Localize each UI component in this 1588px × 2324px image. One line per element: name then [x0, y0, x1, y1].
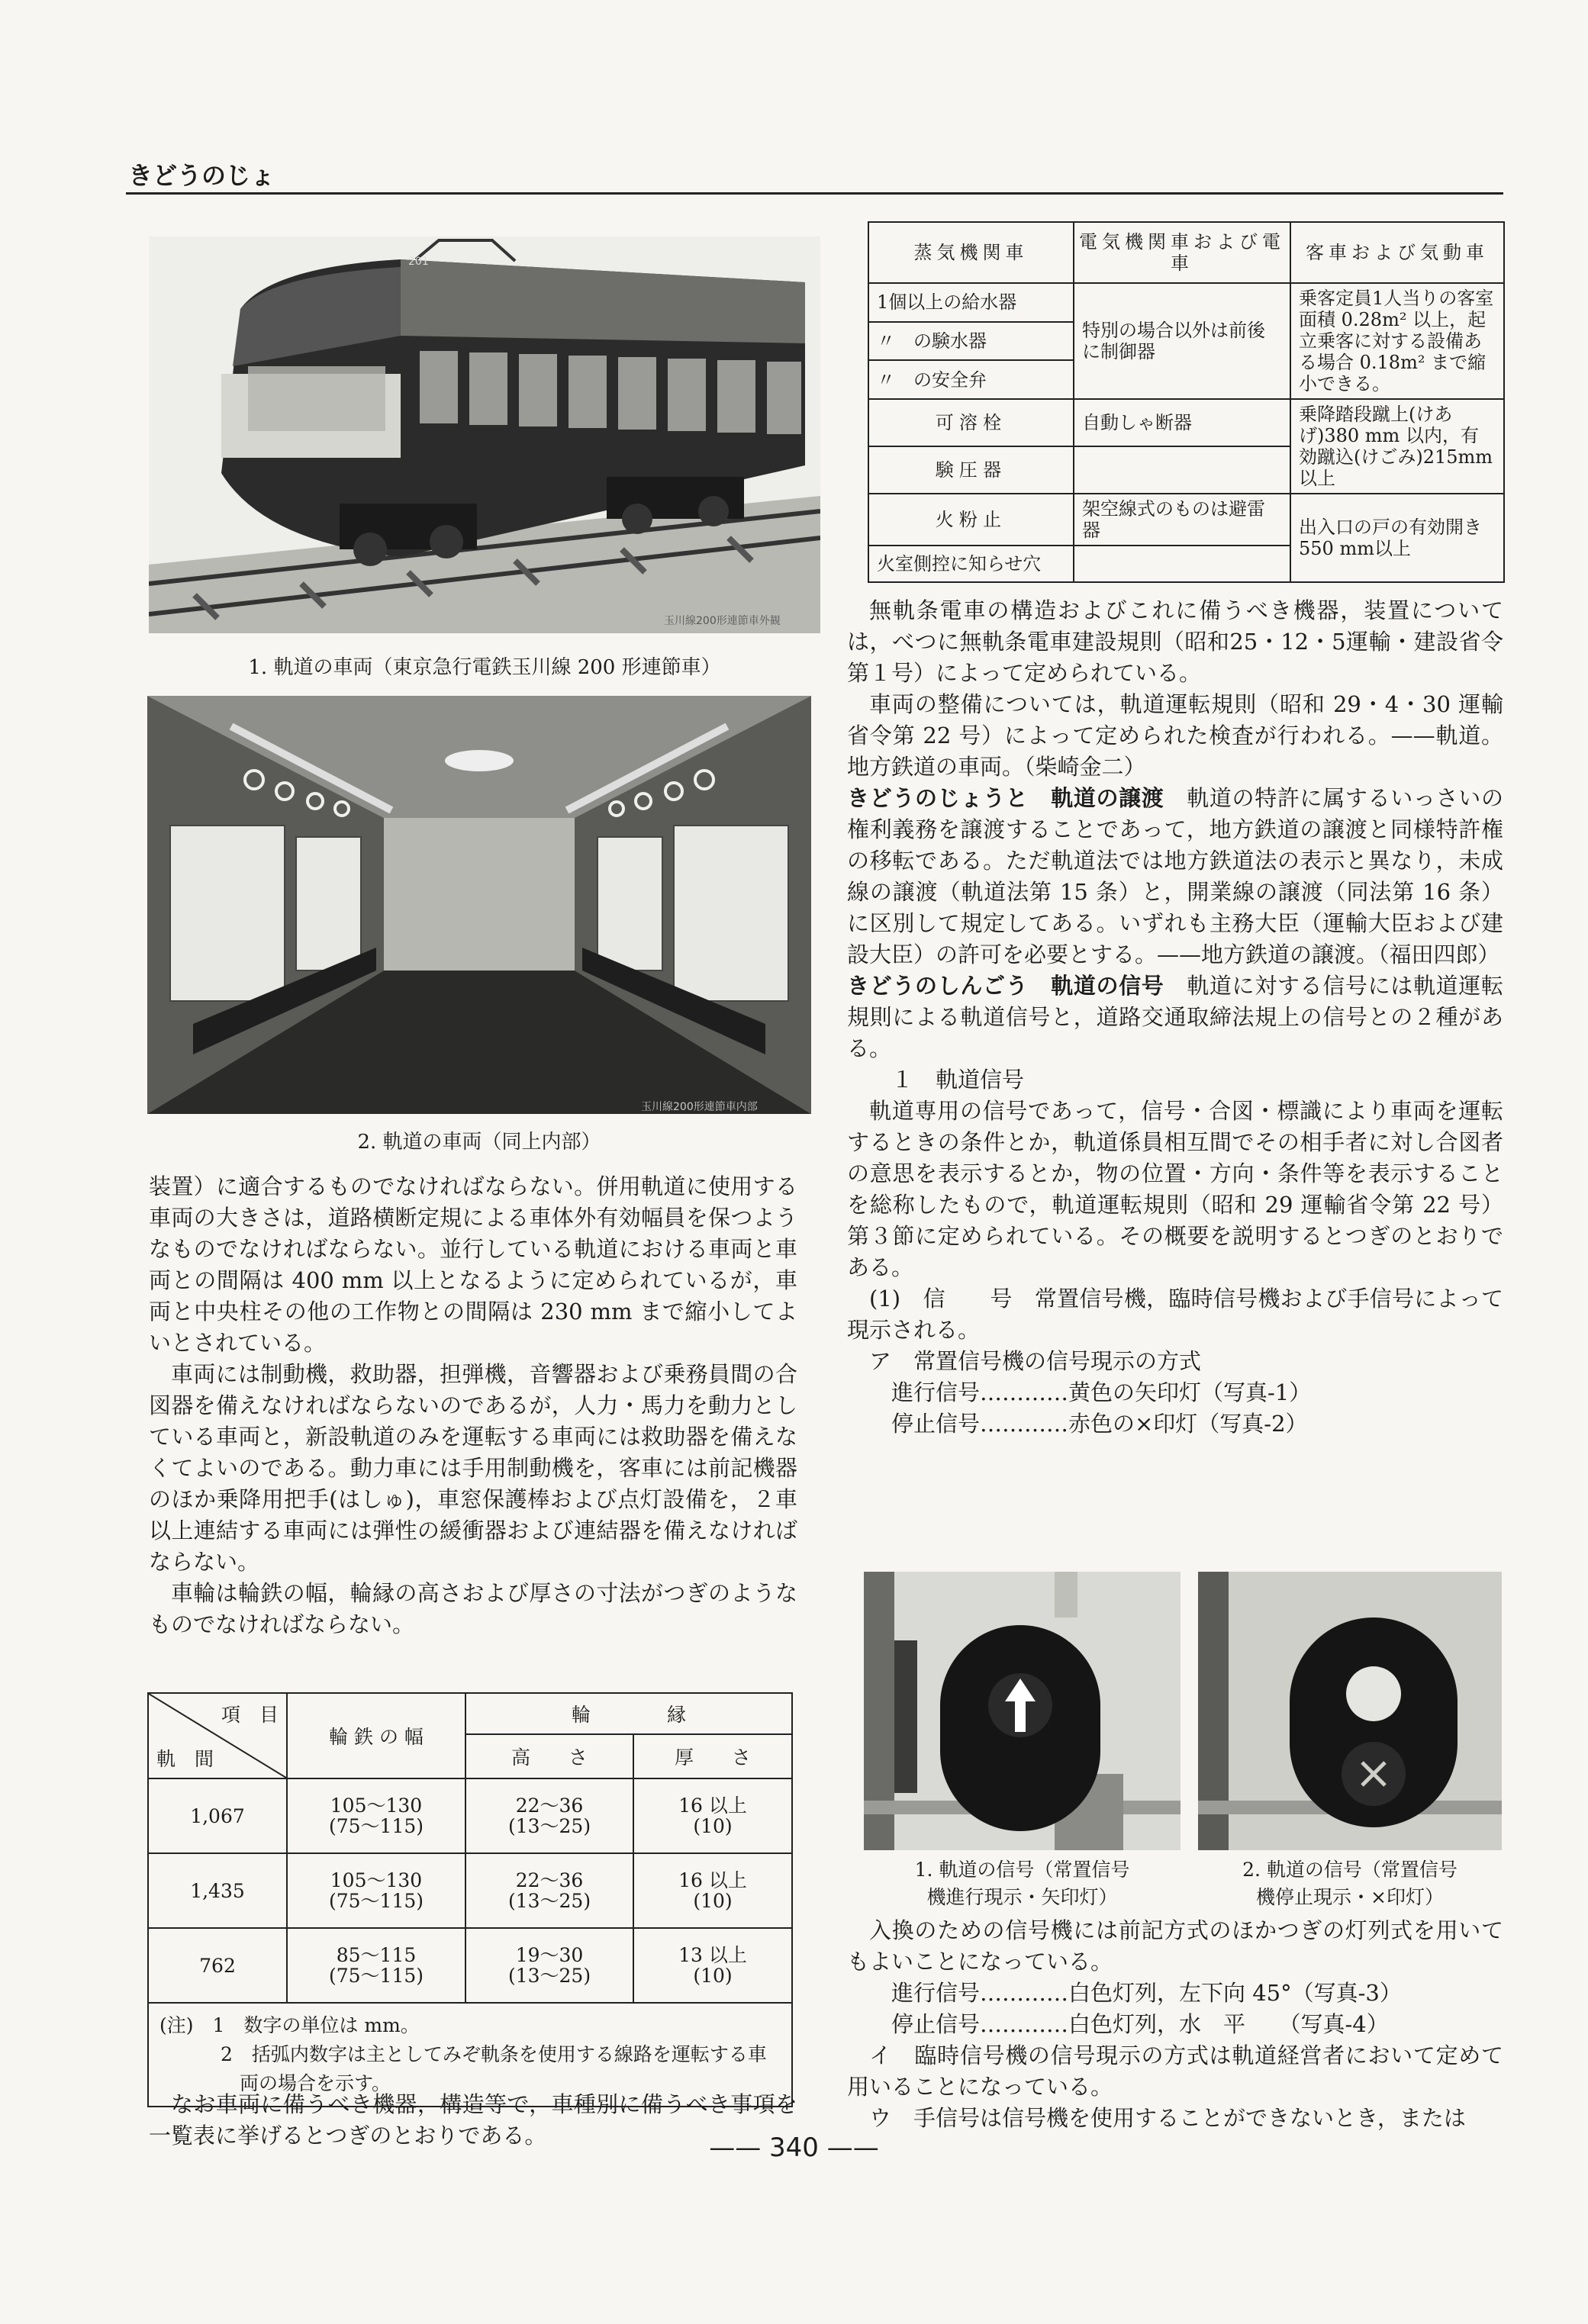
fig2-credit: 玉川線200形連節車内部	[641, 1101, 758, 1113]
note-1: (注) 1 数字の単位は mm。	[159, 2014, 420, 2036]
tram-exterior-photo	[149, 237, 820, 633]
gauge-cell: 1,067	[148, 1778, 287, 1853]
signal-cross-photo	[1198, 1572, 1502, 1850]
wheel-dimension-table	[147, 1692, 793, 2107]
height-cell: 22～36 (13～25)	[465, 1853, 633, 1928]
item-b-stop: 停止信号…………白色灯列，水 平 （写真-4）	[891, 2011, 1389, 2037]
electric-item-3: 架空線式のものは避雷器	[1074, 494, 1290, 546]
header-steam-locomotive: 蒸気機関車	[868, 222, 1074, 283]
gauge-cell: 1,435	[148, 1853, 287, 1928]
width-cell: 105～130 (75～115)	[287, 1778, 465, 1853]
entry-joto-body: 軌道の特許に属するいっさいの権利義務を譲渡することであって，地方鉄道の譲渡と同様特許権の移転である。ただ軌道法では地方鉄道法の表示と異なり，未成線の譲渡（軌道法第 15 条）と，開業線の譲渡（同法第 16 条）に区別して規定してある。いずれも主務大臣（運輸大臣および建設大臣）の許可を必要とする。——地方鉄道の譲渡。（福田四郎）	[847, 785, 1503, 967]
electric-item-1: 特別の場合以外は前後に制御器	[1074, 283, 1290, 399]
entry-shingo-head: きどうのしんごう 軌道の信号	[847, 973, 1164, 999]
electric-item-2: 自動しゃ断器	[1074, 399, 1290, 446]
steam-item-4: 可溶栓	[868, 399, 1074, 446]
tram-number: 201	[408, 256, 429, 268]
width-cell: 105～130 (75～115)	[287, 1853, 465, 1928]
section-1-body: 軌道専用の信号であって，信号・合図・標識により車両を運転するときの条件とか，軌道係員相互間でその相手者に対し合図者の意思を表示するとか，物の位置・方向・条件等を表示することを総称したもので，軌道運転規則（昭和 29 運輸省令第 22 号）第３節に定められている。その概要を説明するとつぎのとおりである。	[847, 1098, 1503, 1280]
page-number: —— 340 ——	[709, 2132, 879, 2163]
section-1-heading: １ 軌道信号	[891, 1067, 1025, 1093]
gauge-cell: 762	[148, 1928, 287, 2003]
height-cell: 19～30 (13～25)	[465, 1928, 633, 2003]
signal-arrow-photo	[864, 1572, 1181, 1850]
right-paragraph-2: 車両の整備については，軌道運転規則（昭和 29・4・30 運輸省令第 22 号）によって定められた検査が行われる。——軌道。地方鉄道の車両。（柴崎金二）	[847, 691, 1503, 780]
steam-item-6: 火粉止	[868, 494, 1074, 546]
passenger-item-1: 乗客定員1人当りの客室面積 0.28m² 以上，起立乗客に対する設備ある場合 0.18m² まで縮小できる。	[1290, 283, 1504, 399]
signal-2-caption-line-1: 2. 軌道の信号（常置信号	[1242, 1859, 1458, 1881]
running-header: きどうのじょ	[128, 161, 275, 190]
fig1-caption: 1. 軌道の車両（東京急行電鉄玉川線 200 形連節車）	[248, 656, 721, 679]
signal-1-caption-line-1: 1. 軌道の信号（常置信号	[914, 1859, 1130, 1881]
header-width: 輪 鉄 の 幅	[287, 1693, 465, 1778]
item-a-heading: ア 常置信号機の信号現示の方式	[869, 1348, 1202, 1374]
item-u: ウ 手信号は信号機を使用することができないとき，または	[869, 2105, 1466, 2131]
item-a-stop: 停止信号…………赤色の×印灯（写真-2）	[891, 1411, 1308, 1437]
item-i: イ 臨時信号機の信号現示の方式は軌道経営者において定めて用いることになっている。	[847, 2042, 1503, 2100]
steam-item-1: 1個以上の給水器	[868, 283, 1074, 322]
right-column-lower-text	[847, 1915, 1503, 2134]
fig1-credit: 玉川線200形連節車外観	[664, 615, 781, 627]
equipment-table	[868, 221, 1505, 583]
entry-joto-head: きどうのじょうと 軌道の譲渡	[847, 785, 1164, 811]
corner-bottom-label: 軌 間	[156, 1748, 214, 1770]
passenger-item-2: 乗降踏段蹴上(けあげ)380 mm 以内，有効蹴込(けごみ)215mm 以上	[1290, 399, 1504, 494]
table-row	[148, 1928, 792, 2003]
height-cell: 22～36 (13～25)	[465, 1778, 633, 1853]
right-paragraph-1: 無軌条電車の構造およびこれに備うべき機器，装置については，べつに無軌条電車建設規則（昭和25・12・5運輸・建設省令第１号）によって定められている。	[847, 597, 1503, 686]
page-number-value: 340	[769, 2132, 819, 2163]
signal-2-caption-line-2: 機停止現示・×印灯）	[1256, 1886, 1444, 1908]
header-passenger-car: 客車および気動車	[1290, 222, 1504, 283]
empty-cell	[1074, 546, 1290, 582]
right-column-text	[847, 595, 1503, 1440]
entry-shingo	[847, 970, 1503, 1064]
left-paragraph-3: 車輪は輪鉄の幅，輪縁の高さおよび厚さの寸法がつぎのようなものでなければならない。	[149, 1580, 797, 1637]
item-b-go: 進行信号…………白色灯列，左下向 45°（写真-3）	[891, 1980, 1402, 2006]
item-a-go: 進行信号…………黄色の矢印灯（写真-1）	[891, 1379, 1312, 1405]
tram-interior-photo	[147, 696, 811, 1114]
table-corner-cell	[148, 1693, 287, 1778]
left-column-text	[149, 1171, 797, 1640]
subsection-signal: (1) 信 号 常置信号機，臨時信号機および手信号によって現示される。	[847, 1286, 1503, 1343]
header-electric-locomotive: 電気機関車および電車	[1074, 222, 1290, 283]
thickness-cell: 16 以上 (10)	[633, 1853, 792, 1928]
left-paragraph-1: 装置）に適合するものでなければならない。併用軌道に使用する車両の大きさは，道路横断定規による車体外有効幅員を保つようなものでなければならない。並行している軌道における車両と車両との間隔は 400 mm 以上となるように定められているが，車両と中央柱その他の工作物との間隔は 230 mm まで縮小してよいとされている。	[149, 1173, 797, 1356]
header-height: 高 さ	[465, 1734, 633, 1778]
entry-shingo-body: 軌道に対する信号には軌道運転規則による軌道信号と，道路交通取締法規上の信号との２種がある。	[847, 973, 1503, 1061]
entry-joto	[847, 783, 1503, 970]
left-paragraph-2: 車両には制動機，救助器，担弾機，音響器および乗務員間の合図器を備えなければならないのであるが，人力・馬力を動力としている車両と，新設軌道のみを運転する車両には救助器を備えなくてよいのである。動力車には手用制動機を，客車には前記機器のほか乗降用把手(はしゅ)，車窓保護棒および点灯設備を，２車以上連結する車両には弾性の緩衝器および連結器を備えなければならない。	[149, 1361, 797, 1575]
passenger-item-3: 出入口の戸の有効開き550 mm以上	[1290, 494, 1504, 582]
signal-1-caption-line-2: 機進行現示・矢印灯）	[926, 1886, 1118, 1908]
corner-top-label: 項 目	[221, 1704, 279, 1726]
signal-1-caption	[864, 1856, 1181, 1911]
header-rule	[126, 192, 1503, 195]
signal-2-caption	[1198, 1856, 1502, 1911]
thickness-cell: 13 以上 (10)	[633, 1928, 792, 2003]
steam-item-2: 〃 の験水器	[868, 322, 1074, 361]
note-2: 2 括弧内数字は主としてみぞ軌条を使用する線路を運転する車両の場合を示す。	[221, 2043, 767, 2094]
header-flange: 輪 縁	[465, 1693, 792, 1734]
steam-item-5: 験圧器	[868, 446, 1074, 494]
steam-item-3: 〃 の安全弁	[868, 360, 1074, 399]
width-cell: 85～115 (75～115)	[287, 1928, 465, 2003]
table-row	[148, 1778, 792, 1853]
empty-cell	[1074, 446, 1290, 494]
thickness-cell: 16 以上 (10)	[633, 1778, 792, 1853]
fig2-caption: 2. 軌道の車両（同上内部）	[357, 1131, 601, 1154]
shunting-paragraph: 入換のための信号機には前記方式のほかつぎの灯列式を用いてもよいことになっている。	[847, 1917, 1503, 1975]
left-paragraph-4: なお車両に備うべき機器，構造等で，車種別に備うべき事項を一覧表に挙げるとつぎのとおりである。	[149, 2091, 797, 2149]
table-row	[148, 1853, 792, 1928]
steam-item-7: 火室側控に知らせ穴	[868, 546, 1074, 582]
header-thickness: 厚 さ	[633, 1734, 792, 1778]
